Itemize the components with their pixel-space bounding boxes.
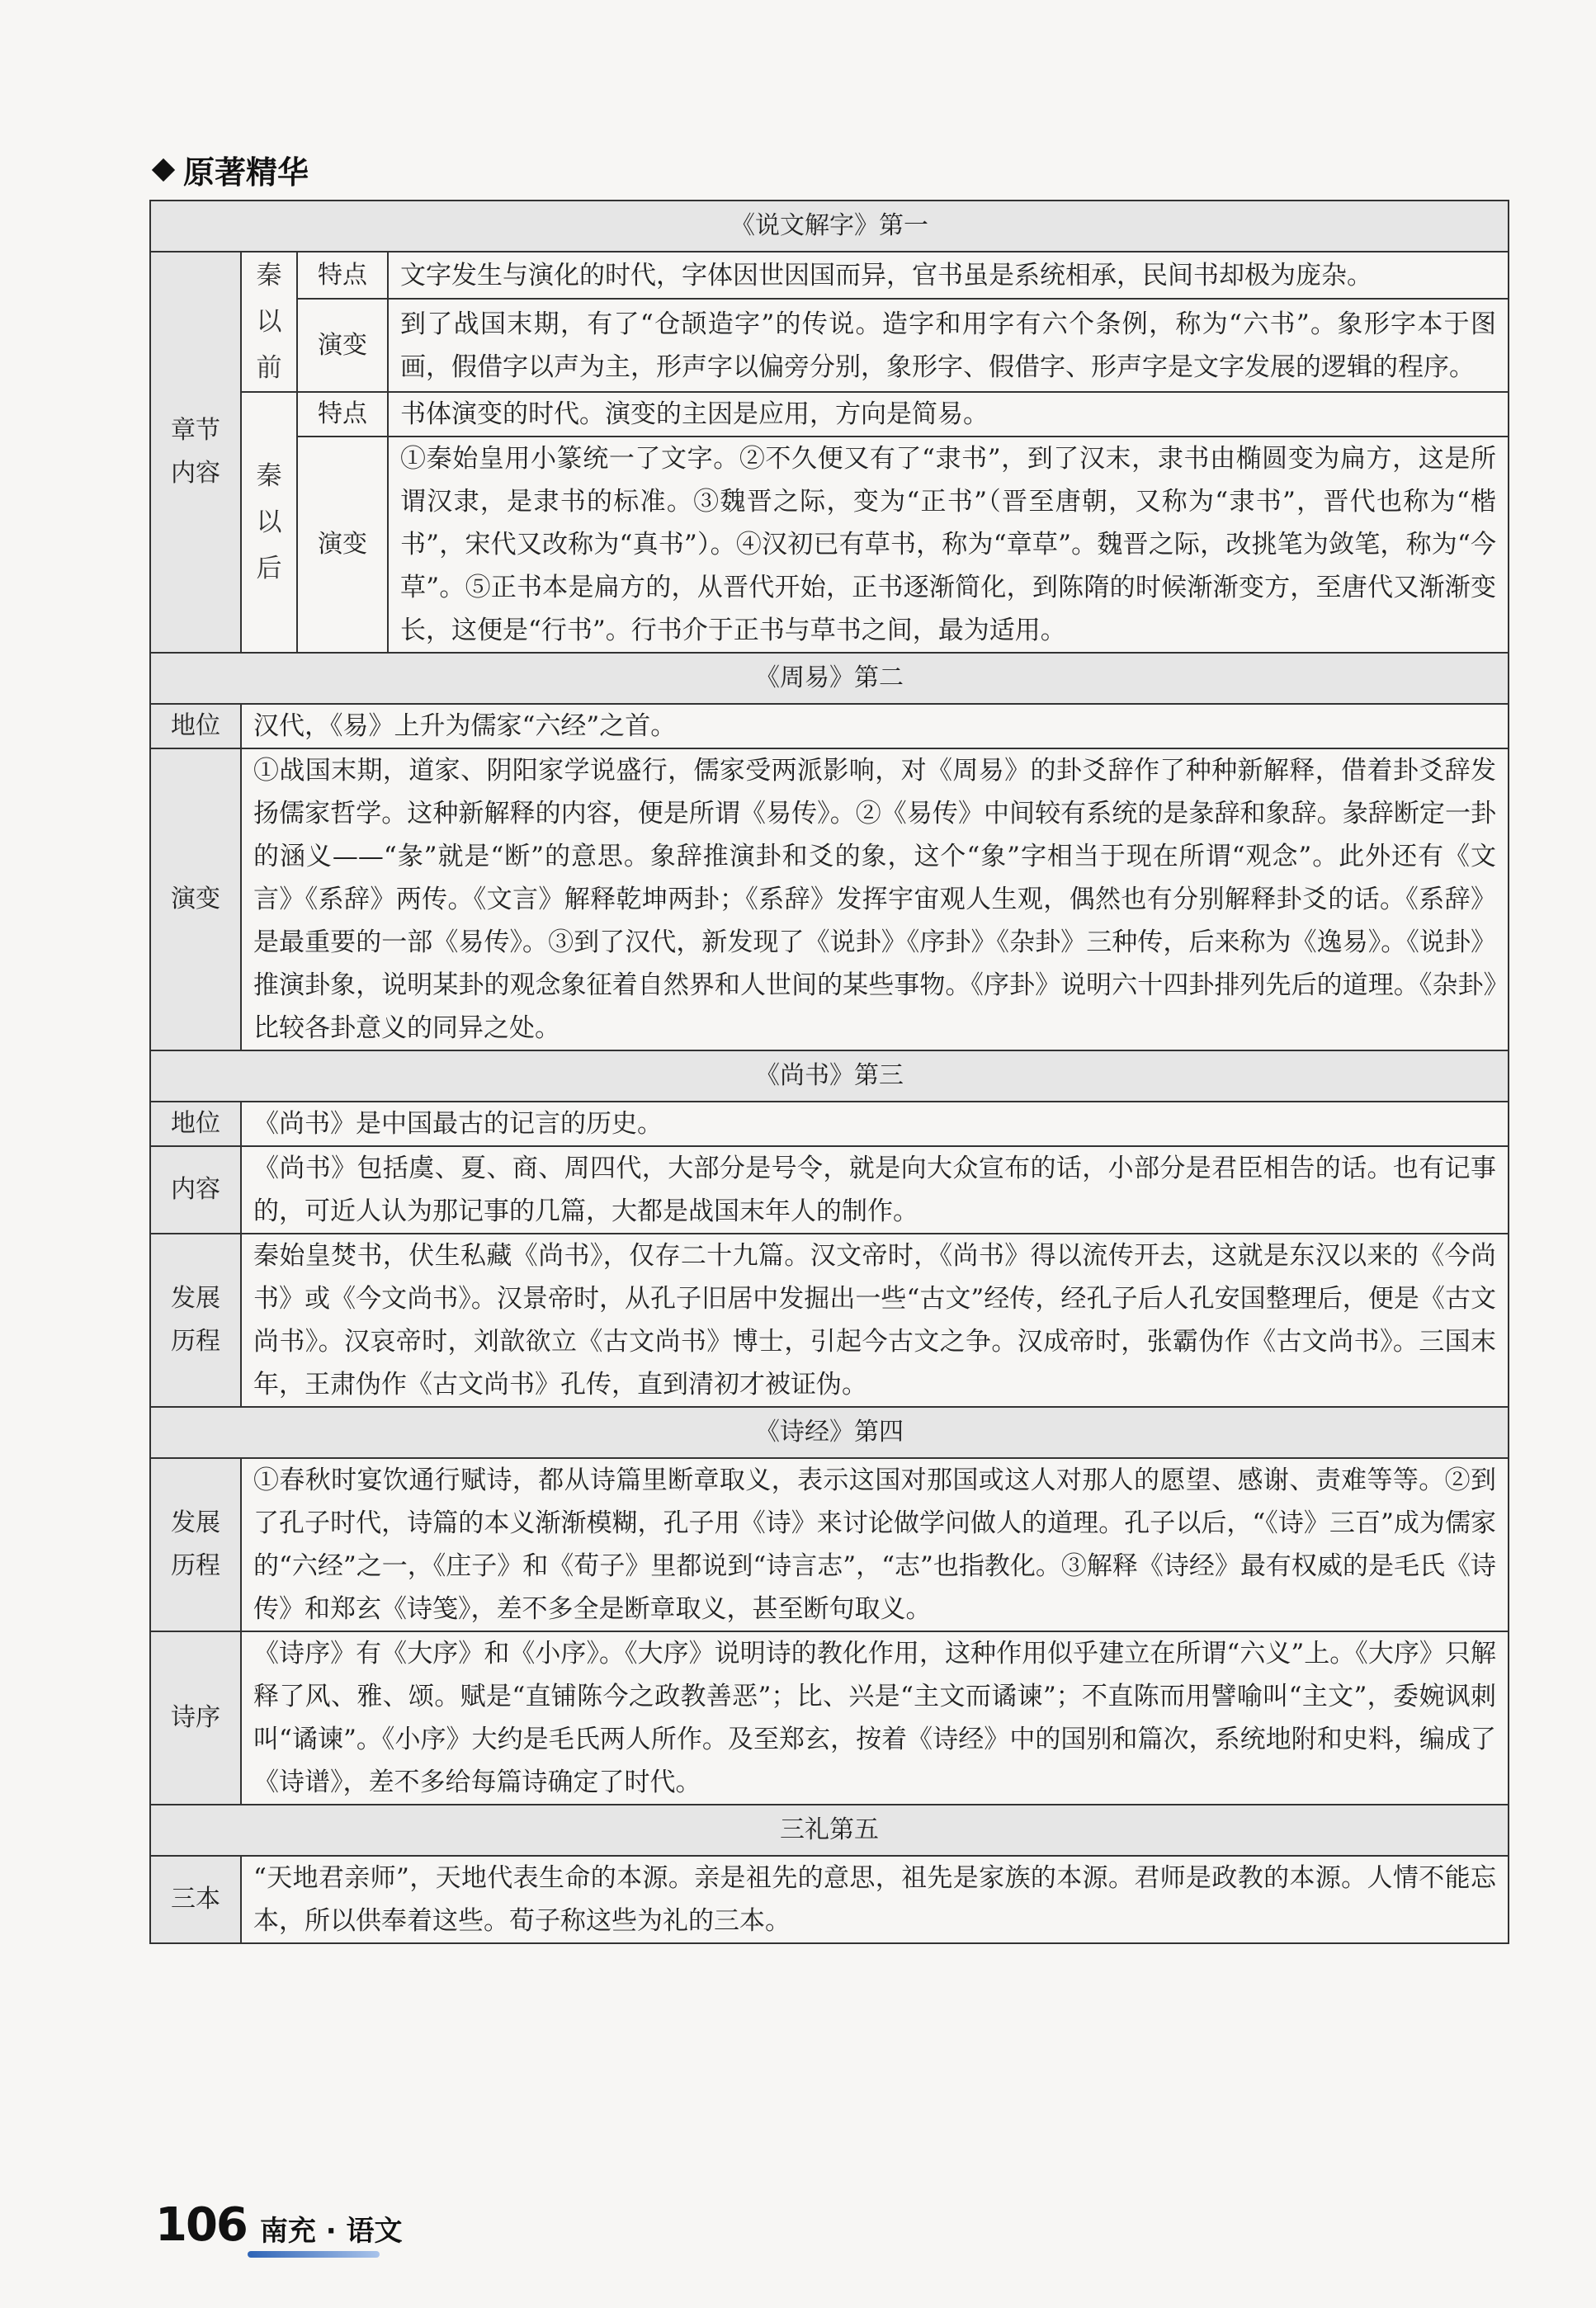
cell-text: ①春秋时宴饮通行赋诗，都从诗篇里断章取义，表示这国对那国或这人对那人的愿望、感谢、责难等等。②到了孔子时代，诗篇的本义渐渐模糊，孔子用《诗》来讨论做学问做人的道理。孔子以后，“《诗》三百”成为儒家的“六经”之一，《庄子》和《荀子》里都说到“诗言志”，“志”也指教化。③解释《诗经》最有权威的是毛氏《诗传》和郑玄《诗笺》，差不多全是断章取义，甚至断句取义。 (241, 1458, 1509, 1631)
table-row (150, 1805, 1509, 1856)
table-row (150, 1102, 1509, 1146)
cell-text: ①战国末期，道家、阴阳家学说盛行，儒家受两派影响，对《周易》的卦爻辞作了种种新解释，借着卦爻辞发扬儒家哲学。这种新解释的内容，便是所谓《易传》。②《易传》中间较有系统的是彖辞和象辞。彖辞断定一卦的涵义——“彖”就是“断”的意思。象辞推演卦和爻的象，这个“象”字相当于现在所谓“观念”。此外还有《文言》《系辞》两传。《文言》解释乾坤两卦；《系辞》发挥宇宙观人生观，偶然也有分别解释卦爻的话。《系辞》是最重要的一部《易传》。③到了汉代，新发现了《说卦》《序卦》《杂卦》三种传，后来称为《逸易》。《说卦》推演卦象，说明某卦的观念象征着自然界和人世间的某些事物。《序卦》说明六十四卦排列先后的道理。《杂卦》比较各卦意义的同异之处。 (241, 748, 1509, 1050)
page-number: 106 (155, 2198, 247, 2252)
row-label: 演变 (150, 748, 241, 1050)
diamond-bullet-icon (152, 158, 175, 181)
row-label: 内容 (150, 1146, 241, 1234)
row-label: 发展历程 (150, 1234, 241, 1407)
row-label: 章节内容 (150, 252, 241, 653)
cell-text: 《尚书》是中国最古的记言的历史。 (241, 1102, 1509, 1146)
cell-text: 到了战国末期，有了“仓颉造字”的传说。造字和用字有六个条例，称为“六书”。象形字本于图画，假借字以声为主，形声字以偏旁分别，象形字、假借字、形声字是文字发展的逻辑的程序。 (388, 299, 1509, 392)
row-label: 地位 (150, 1102, 241, 1146)
cell-text: 秦始皇焚书，伏生私藏《尚书》，仅存二十九篇。汉文帝时，《尚书》得以流传开去，这就是东汉以来的《今尚书》或《今文尚书》。汉景帝时，从孔子旧居中发掘出一些“古文”经传，经孔子后人孔安国整理后，便是《古文尚书》。汉哀帝时，刘歆欲立《古文尚书》博士，引起今古文之争。汉成帝时，张霸伪作《古文尚书》。三国末年，王肃伪作《古文尚书》孔传，直到清初才被证伪。 (241, 1234, 1509, 1407)
sub-label: 演变 (297, 437, 388, 653)
table-row (150, 392, 1509, 437)
footer-title: 南充 · 语文 (259, 2215, 403, 2248)
table-row (150, 1631, 1509, 1805)
table-row (150, 1050, 1509, 1102)
table-row (150, 653, 1509, 704)
row-label: 发展历程 (150, 1458, 241, 1631)
row-label: 诗序 (150, 1631, 241, 1805)
sub-label: 秦以后 (241, 392, 297, 653)
cell-text: 《尚书》包括虞、夏、商、周四代，大部分是号令，就是向大众宣布的话，小部分是君臣相告的话。也有记事的，可近人认为那记事的几篇，大都是战国末年人的制作。 (241, 1146, 1509, 1234)
table-row (150, 1146, 1509, 1234)
table-row (150, 1856, 1509, 1943)
table-row (150, 1458, 1509, 1631)
sub-label: 秦以前 (241, 252, 297, 392)
section-heading (155, 147, 309, 192)
sub-label: 特点 (297, 392, 388, 437)
table-row (150, 748, 1509, 1050)
sub-label: 演变 (297, 299, 388, 392)
cell-text: ①秦始皇用小篆统一了文字。②不久便又有了“隶书”，到了汉末，隶书由椭圆变为扁方，这是所谓汉隶，是隶书的标准。③魏晋之际，变为“正书”（晋至唐朝，又称为“隶书”，晋代也称为“楷书”，宋代又改称为“真书”）。④汉初已有草书，称为“章草”。魏晋之际，改挑笔为敛笔，称为“今草”。⑤正书本是扁方的，从晋代开始，正书逐渐简化，到陈隋的时候渐渐变方，至唐代又渐渐变长，这便是“行书”。行书介于正书与草书之间，最为适用。 (388, 437, 1509, 653)
chapter-title: 《尚书》第三 (150, 1050, 1509, 1102)
page-footer (155, 2198, 403, 2252)
cell-text: 书体演变的时代。演变的主因是应用，方向是简易。 (388, 392, 1509, 437)
cell-text: 汉代，《易》上升为儒家“六经”之首。 (241, 704, 1509, 748)
table-row (150, 1407, 1509, 1458)
table-row (150, 437, 1509, 653)
row-label: 地位 (150, 704, 241, 748)
chapter-title: 《诗经》第四 (150, 1407, 1509, 1458)
chapter-title: 《周易》第二 (150, 653, 1509, 704)
table-row (150, 252, 1509, 299)
chapter-title: 三礼第五 (150, 1805, 1509, 1856)
table-row (150, 1234, 1509, 1407)
table-row (150, 299, 1509, 392)
cell-text: “天地君亲师”，天地代表生命的本源。亲是祖先的意思，祖先是家族的本源。君师是政教的本源。人情不能忘本，所以供奉着这些。荀子称这些为礼的三本。 (241, 1856, 1509, 1943)
cell-text: 《诗序》有《大序》和《小序》。《大序》说明诗的教化作用，这种作用似乎建立在所谓“六义”上。《大序》只解释了风、雅、颂。赋是“直铺陈今之政教善恶”；比、兴是“主文而谲谏”；不直陈而用譬喻叫“主文”，委婉讽刺叫“谲谏”。《小序》大约是毛氏两人所作。及至郑玄，按着《诗经》中的国别和篇次，系统地附和史料，编成了《诗谱》，差不多给每篇诗确定了时代。 (241, 1631, 1509, 1805)
table-row (150, 201, 1509, 252)
sub-label: 特点 (297, 252, 388, 299)
table-row (150, 704, 1509, 748)
row-label: 三本 (150, 1856, 241, 1943)
section-heading-text: 原著精华 (183, 154, 309, 191)
chapter-title: 《说文解字》第一 (150, 201, 1509, 252)
summary-table (149, 200, 1509, 1944)
footer-accent-bar (248, 2251, 380, 2258)
cell-text: 文字发生与演化的时代，字体因世因国而异，官书虽是系统相承，民间书却极为庞杂。 (388, 252, 1509, 299)
